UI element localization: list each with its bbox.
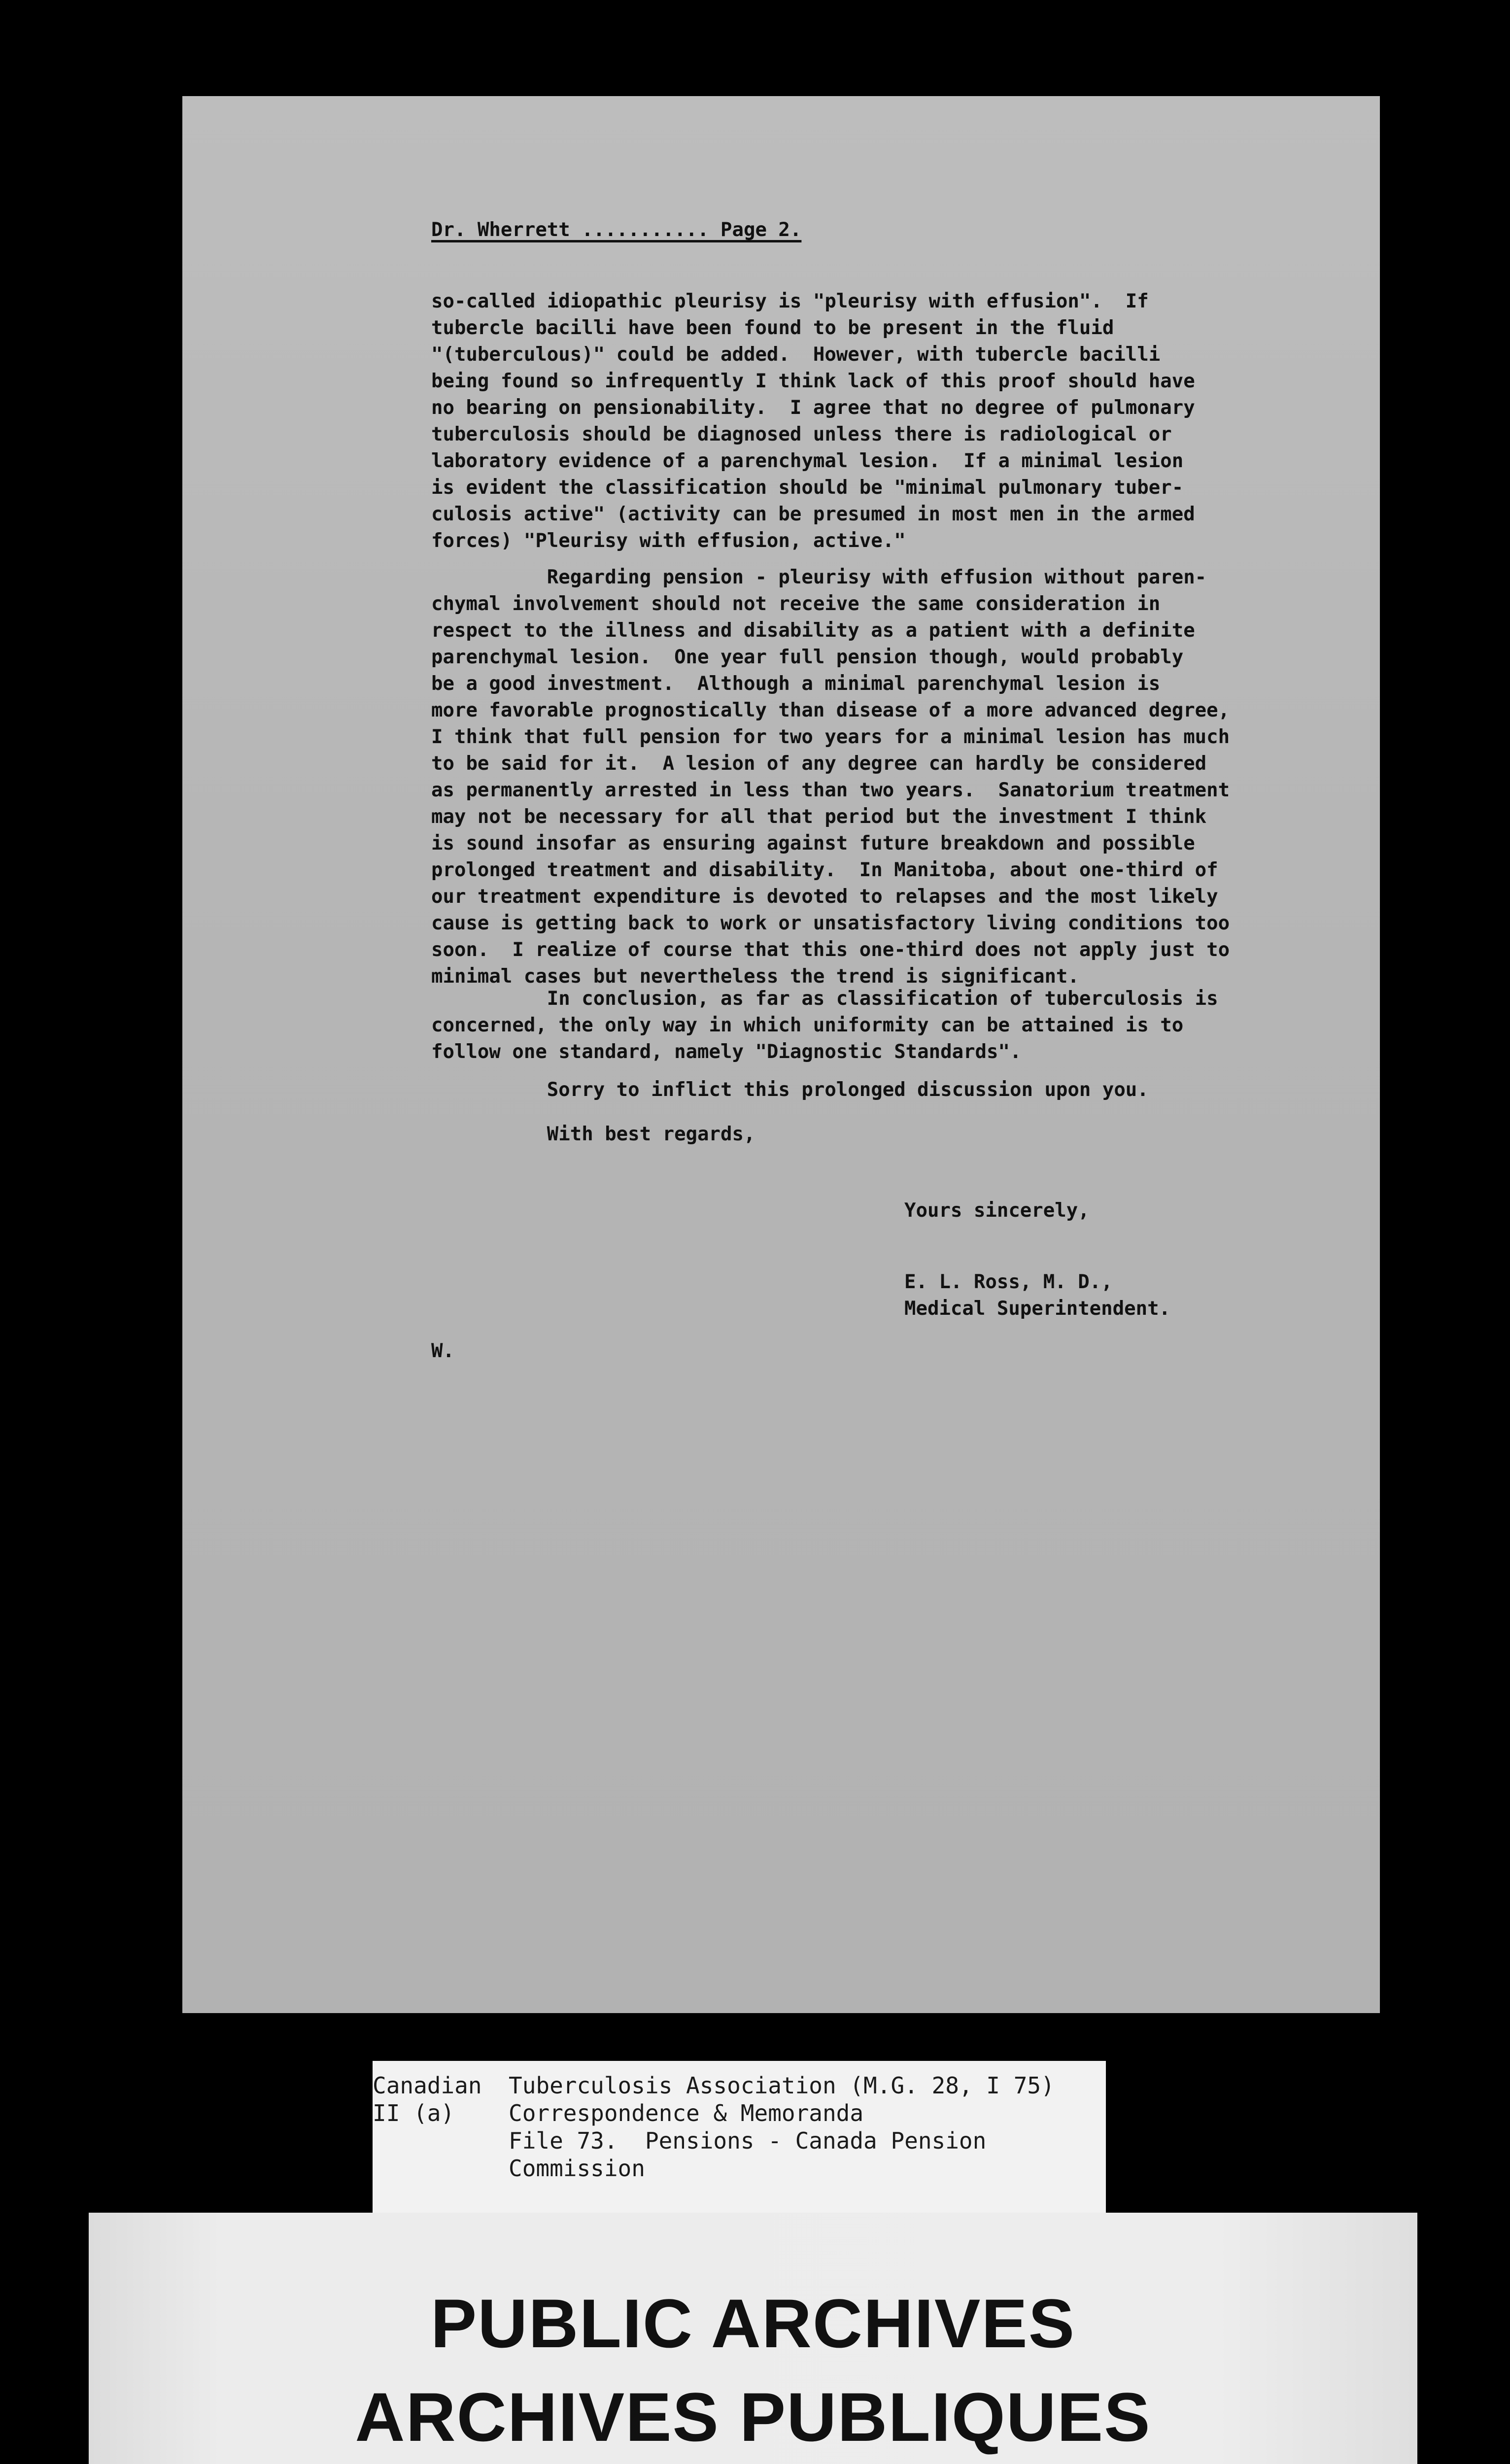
ref-line-3-col-2: File 73. Pensions - Canada Pension (509, 2127, 987, 2154)
paragraph-conclusion: In conclusion, as far as classification of tuberculosis is concerned, the only way in which uniformity can be attained is to follow one standard, namely "Diagnostic Standards". (431, 988, 1218, 1063)
apology-line: Sorry to inflict this prolonged discussion upon you. (431, 1079, 1149, 1101)
letter-page (182, 96, 1380, 2013)
regards-line: With best regards, (431, 1123, 755, 1145)
ref-line-1 (373, 2072, 1106, 2099)
ref-line-4 (373, 2155, 1106, 2182)
ref-line-1-col-2: Tuberculosis Association (M.G. 28, I 75) (509, 2072, 1055, 2099)
ref-line-3 (373, 2127, 1106, 2155)
ref-line-4-col-2: Commission (509, 2155, 645, 2182)
banner-archives-publiques: ARCHIVES PUBLIQUES (355, 2378, 1151, 2456)
ref-line-2-col-2: Correspondence & Memoranda (509, 2100, 864, 2126)
page-header: Dr. Wherrett ........... Page 2. (431, 219, 802, 241)
paragraph-pleurisy-classification: so-called idiopathic pleurisy is "pleurisy with effusion". If tubercle bacilli have been found to be present in the fluid "(tuberculous)" could be added. However, with tubercle bacilli being found so infrequently I think lack of this proof should have no bearing on pensionability. I agree that no degree of pulmonary tuberculosis should be diagnosed unless there is radiological or laboratory evidence of a parenchymal lesion. If a minimal lesion is evident the classification should be "minimal pulmonary tuber- culosis active" (activity can be presumed in most men in the armed forces) "Pleurisy with effusion, active." (431, 290, 1195, 552)
ref-line-1-col-1: Canadian (373, 2072, 482, 2099)
archival-reference-label (373, 2061, 1106, 2220)
ref-line-2-col-1: II (a) (373, 2100, 455, 2126)
signer-title: Medical Superintendent. (904, 1298, 1171, 1320)
ref-line-2 (373, 2099, 1106, 2127)
banner-public-archives: PUBLIC ARCHIVES (430, 2285, 1076, 2362)
paragraph-pension: Regarding pension - pleurisy with effusion without paren- chymal involvement should not receive the same consideration in respect to the illness and disability as a patient with a definite parenchymal lesion. One year full pension though, would probably be a good investment. Although a minimal parenchymal lesion is more favorable prognostically than disease of a more advanced degree, I think that full pension for two years for a minimal lesion has much to be said for it. A lesion of any degree can hardly be considered as permanently arrested in less than two years. Sanatorium treatment may not be necessary for all that period but the investment I think is sound insofar as ensuring against future breakdown and possible prolonged treatment and disability. In Manitoba, about one-third of our treatment expenditure is devoted to relapses and the most likely cause is getting back to work or unsatisfactory living conditions too soon. I realize of course that this one-third does not apply just to minimal cases but nevertheless the trend is significant. (431, 566, 1230, 988)
public-archives-banner (89, 2213, 1417, 2464)
signer-name: E. L. Ross, M. D., (904, 1271, 1113, 1293)
closing-salutation: Yours sincerely, (904, 1199, 1090, 1222)
typist-initial: W. (431, 1340, 454, 1362)
